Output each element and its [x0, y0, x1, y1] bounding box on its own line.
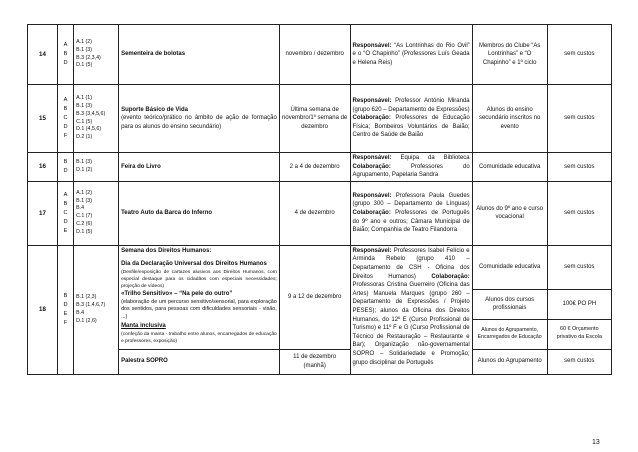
target-public: Membros do Clube “As Lontrinhas” e “O Chapinho” e 1º ciclo	[472, 25, 547, 85]
activity-responsible: Responsável: Professor António Miranda (grupo 620 – Departamento de Expressões) Colaboração: Professores de Educação Física; Bombeiros Voluntários de Baião; Centro de Saúde de Baião	[350, 85, 472, 153]
activity-cost: sem custos	[547, 85, 611, 153]
activity-responsible: Responsável: Equipa da Biblioteca Colaboração: Professores do Agrupamento, Papelaria Sandra	[350, 153, 472, 182]
objective-letters: B D E F	[58, 245, 74, 374]
activity-cost: sem custos	[547, 25, 611, 85]
activity-number: 17	[28, 181, 58, 245]
activity-cost: sem custos	[547, 181, 611, 245]
target-public: Alunos do ensino secundário inscritos no evento	[472, 85, 547, 153]
target-public: Comunidade educativa	[472, 245, 547, 289]
activity-name: Sementeira de bolotas	[119, 25, 280, 85]
activity-cost: sem custos	[547, 153, 611, 182]
activity-date: 4 de dezembro	[279, 181, 350, 245]
table-row	[28, 25, 612, 85]
objective-codes: A.1 (1) B.1 (3) B.3 (3,4,5,6) C.1 (5) D.1 (4,5,6) D.2 (1)	[74, 85, 119, 153]
activity-cost: sem custos	[547, 349, 611, 374]
activity-name: Teatro Auto da Barca do Inferno	[119, 181, 280, 245]
objective-codes: A.1 (2) B.1 (3) B.4 C.1 (7) C.2 (6) D.1 (5)	[74, 181, 119, 245]
activity-cost: sem custos	[547, 245, 611, 289]
activity-date: 9 a 12 de dezembro	[279, 245, 350, 349]
table-row	[28, 181, 612, 245]
activity-name: Palestra SOPRO	[119, 349, 280, 374]
activity-responsible: Responsável: Professora Paula Guedes (grupo 300 – Departamento de Línguas) Colaboração: Professores de Português do 9º ano e outros; Câmara Municipal de Baião; Companhia de Teatro Filandorra	[350, 181, 472, 245]
page-number: 13	[592, 439, 600, 446]
table-row	[28, 85, 612, 153]
activity-name: Suporte Básico de Vida (evento teórico/prático no âmbito de ação de formação para os alunos do ensino secundário)	[119, 85, 280, 153]
activity-number: 18	[28, 245, 58, 374]
table-row	[28, 245, 612, 289]
target-public: Comunidade educativa	[472, 153, 547, 182]
objective-letters: A B C D F	[58, 85, 74, 153]
activity-responsible: Responsável: “As Lontrinhas do Rio Ovil” e o “O Chapinho” (Professores Luís Geada e Helena Reis)	[350, 25, 472, 85]
activity-responsible: Responsável: Professores Isabel Felício e Arminda Rebelo (grupo 410 – Departamento de CSH - Oficina dos Direitos Humanos) Colaboração: Professoras Cristina Guerreiro (Oficina das Artes) Manuela Marques (grupo 260 – Departamento de Expressões / Projeto PESES); alunos da Oficina dos Direitos Humanos, do 12º E (Curso Profissional de Turismo) e 11º F e G (Curso Profissional de Técnico de Restauração – Restaurante e Bar); Organização não-governamental SOPRO – Solidariedade e Promoção; grupo disciplinar de Português	[350, 245, 472, 374]
target-public: Alunos do 9º ano e curso vocacional	[472, 181, 547, 245]
objective-codes: B.1 (2,3) B.3 (1,4,6,7) B.4 D.1 (2,6)	[74, 245, 119, 374]
objective-letters: B D	[58, 153, 74, 182]
activity-date: novembro / dezembro	[279, 25, 350, 85]
activity-cost: 100€ PO PH	[547, 289, 611, 319]
objective-codes: A.1 (2) B.1 (3) B.3 (2,3,4) D.1 (5)	[74, 25, 119, 85]
activity-name: Semana dos Direitos Humanos: Dia da Declaração Universal dos Direitos Humanos (Desfile/exposição de cartazes alusivos aos Direitos Humanos, com especial destaque para os cidadãos com especiais necessidades; projeção de vídeos) «Trilho Sensitivo» – “Na pele do outro” (elaboração de um percurso sensitivo/sensorial, para exploração dos sentidos, para pessoas com dificuldades sensoriais - visão, ...) Manta inclusiva (confeção da manta - trabalho entre alunos, encarregados de educação e professores, exposição)	[119, 245, 280, 349]
activity-number: 14	[28, 25, 58, 85]
objective-letters: A B D	[58, 25, 74, 85]
objective-letters: A B C D E	[58, 181, 74, 245]
target-public: Alunos do Agrupamento	[472, 349, 547, 374]
activity-date: 2 a 4 de dezembro	[279, 153, 350, 182]
activity-plan-table	[27, 24, 612, 375]
table-row	[28, 153, 612, 182]
activity-date: 11 de dezembro (manhã)	[279, 349, 350, 374]
target-public: Alunos dos cursos profissionais	[472, 289, 547, 319]
target-public: Alunos do Agrupamento, Encarregados de Educação	[472, 319, 547, 349]
activity-name: Feira do Livro	[119, 153, 280, 182]
activity-number: 16	[28, 153, 58, 182]
activity-cost: 60 € Orçamento privativo da Escola	[547, 319, 611, 349]
activity-date: Última semana de novembro/1º semana de dezembro	[279, 85, 350, 153]
objective-codes: B.1 (3) D.1 (2)	[74, 153, 119, 182]
activity-number: 15	[28, 85, 58, 153]
